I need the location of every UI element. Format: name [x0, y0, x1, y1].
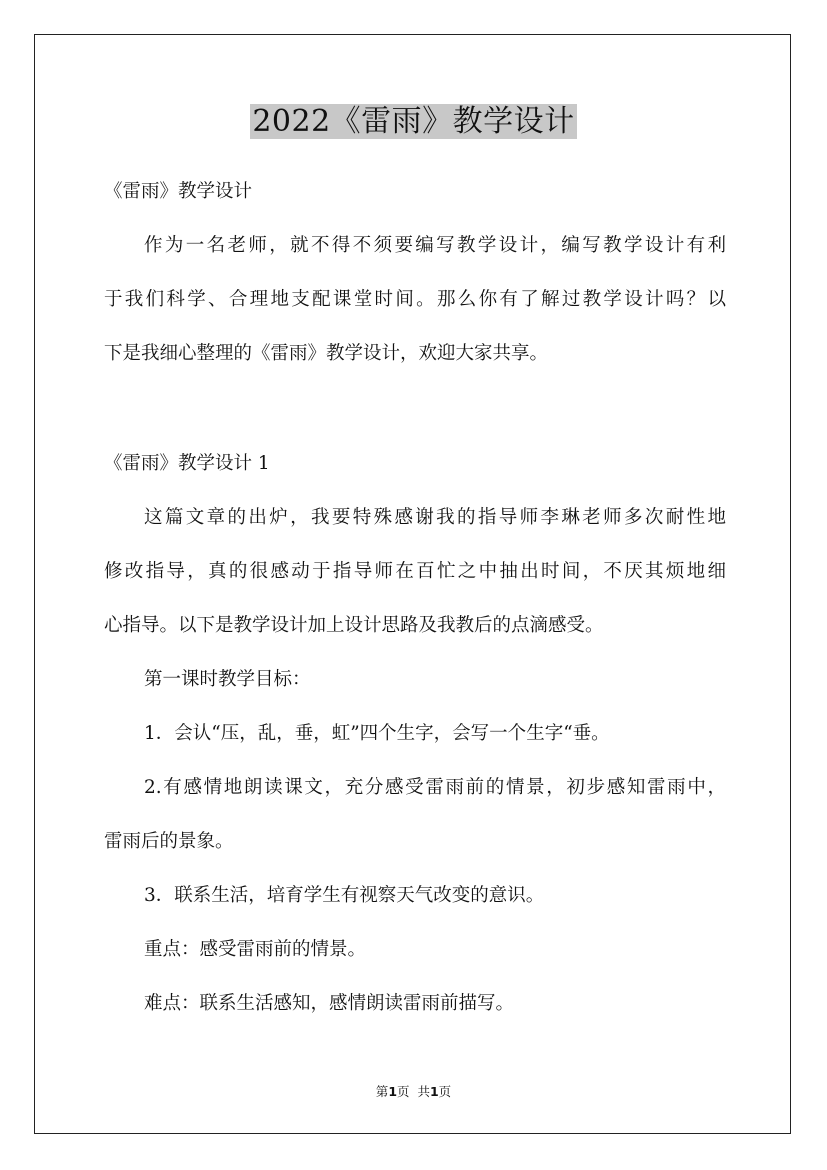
section-para-line-2: 修改指导，真的很感动于指导师在百忙之中抽出时间，不厌其烦地细 — [104, 561, 726, 582]
footer-total-suffix: 页 — [438, 1084, 452, 1099]
key-point: 重点：感受雷雨前的情景。 — [144, 939, 367, 960]
section-para-line-3: 心指导。以下是教学设计加上设计思路及我教后的点滴感受。 — [104, 615, 604, 636]
footer-total-number: 1 — [429, 1084, 439, 1099]
footer-page-number: 1 — [388, 1084, 398, 1099]
footer-page-suffix: 页 共 — [397, 1084, 430, 1099]
page-footer — [0, 1084, 827, 1100]
goal-1: 1．会认“压，乱，垂，虹”四个生字，会写一个生字“垂。 — [144, 723, 610, 744]
intro-line-3: 下是我细心整理的《雷雨》教学设计，欢迎大家共享。 — [104, 343, 549, 364]
section-para-line-1: 这篇文章的出炉，我要特殊感谢我的指导师李琳老师多次耐性地 — [144, 507, 726, 528]
subtitle: 《雷雨》教学设计 — [104, 181, 253, 202]
goal-3: 3．联系生活，培育学生有视察天气改变的意识。 — [144, 885, 545, 906]
intro-line-1: 作为一名老师，就不得不须要编写教学设计，编写教学设计有利 — [144, 235, 726, 256]
goal-2-line-2: 雷雨后的景象。 — [104, 831, 234, 852]
intro-line-2: 于我们科学、合理地支配课堂时间。那么你有了解过教学设计吗？以 — [104, 289, 726, 310]
goal-2-line-1: 2.有感情地朗读课文，充分感受雷雨前的情景，初步感知雷雨中， — [144, 777, 726, 798]
document-title — [0, 101, 827, 143]
footer-page-prefix: 第 — [375, 1084, 389, 1099]
difficulty: 难点：联系生活感知，感情朗读雷雨前描写。 — [144, 993, 515, 1014]
section-heading: 《雷雨》教学设计 1 — [104, 453, 270, 474]
goals-heading: 第一课时教学目标： — [144, 669, 311, 690]
document-title-text: 2022《雷雨》教学设计 — [252, 104, 575, 139]
